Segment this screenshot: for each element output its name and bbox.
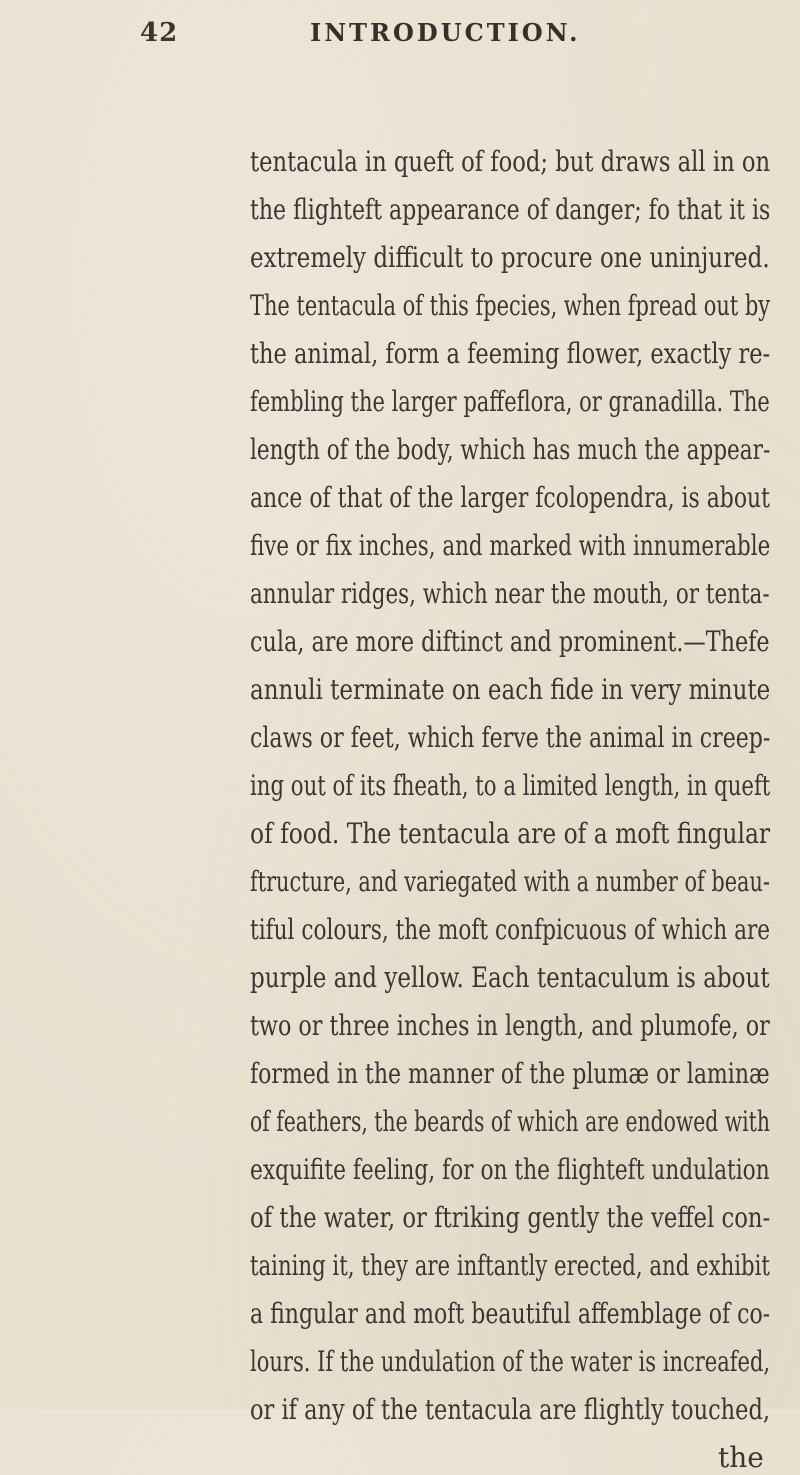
text-line-5: the animal, form a feeming flower, exactly re- (250, 337, 771, 370)
text-line-10: annular ridges, which near the mouth, or tenta- (250, 577, 770, 610)
section-title: INTRODUCTION. (310, 18, 581, 47)
text-line-19: two or three inches in length, and plumofe, or (250, 1009, 770, 1042)
text-line-16: ftructure, and variegated with a number of beau- (250, 865, 770, 898)
text-line-14: ing out of its fheath, to a limited length, in queft (250, 769, 771, 802)
text-line-22: exquifite feeling, for on the flighteft undulation (250, 1153, 770, 1186)
text-line-11: cula, are more diftinct and prominent.—Thefe (250, 625, 770, 658)
text-line-23: of the water, or ftriking gently the veffel con- (250, 1201, 771, 1234)
text-line-21: of feathers, the beards of which are endowed with (250, 1105, 770, 1138)
running-head (140, 18, 740, 58)
text-line-20: formed in the manner of the plumæ or laminæ (250, 1057, 770, 1090)
text-line-9: five or fix inches, and marked with innumerable (250, 529, 771, 562)
page-number: 42 (140, 18, 179, 48)
text-line-24: taining it, they are inftantly erected, and exhibit (250, 1249, 770, 1282)
text-line-7: length of the body, which has much the appear- (250, 433, 771, 466)
text-line-15: of food. The tentacula are of a moft fingular (250, 817, 771, 850)
text-line-27: or if any of the tentacula are flightly touched, (250, 1393, 771, 1426)
text-line-6: fembling the larger paffeflora, or granadilla. The (250, 385, 770, 418)
text-line-26: lours. If the undulation of the water is increafed, (250, 1345, 771, 1378)
text-line-4: The tentacula of this fpecies, when fpread out by (250, 289, 771, 322)
text-line-3: extremely difficult to procure one uninjured. (250, 241, 770, 274)
text-line-8: ance of that of the larger fcolopendra, is about (250, 481, 770, 514)
text-line-1: tentacula in queft of food; but draws all in on (250, 145, 771, 178)
text-line-13: claws or feet, which ferve the animal in creep- (250, 721, 771, 754)
text-line-2: the flighteft appearance of danger; fo that it is (250, 193, 771, 226)
catchword: the (718, 1441, 764, 1474)
text-line-17: tiful colours, the moft confpicuous of which are (250, 913, 771, 946)
text-line-25: a fingular and moft beautiful affemblage of co- (250, 1297, 771, 1330)
text-line-12: annuli terminate on each fide in very minute (250, 673, 771, 706)
text-line-18: purple and yellow. Each tentaculum is about (250, 961, 770, 994)
